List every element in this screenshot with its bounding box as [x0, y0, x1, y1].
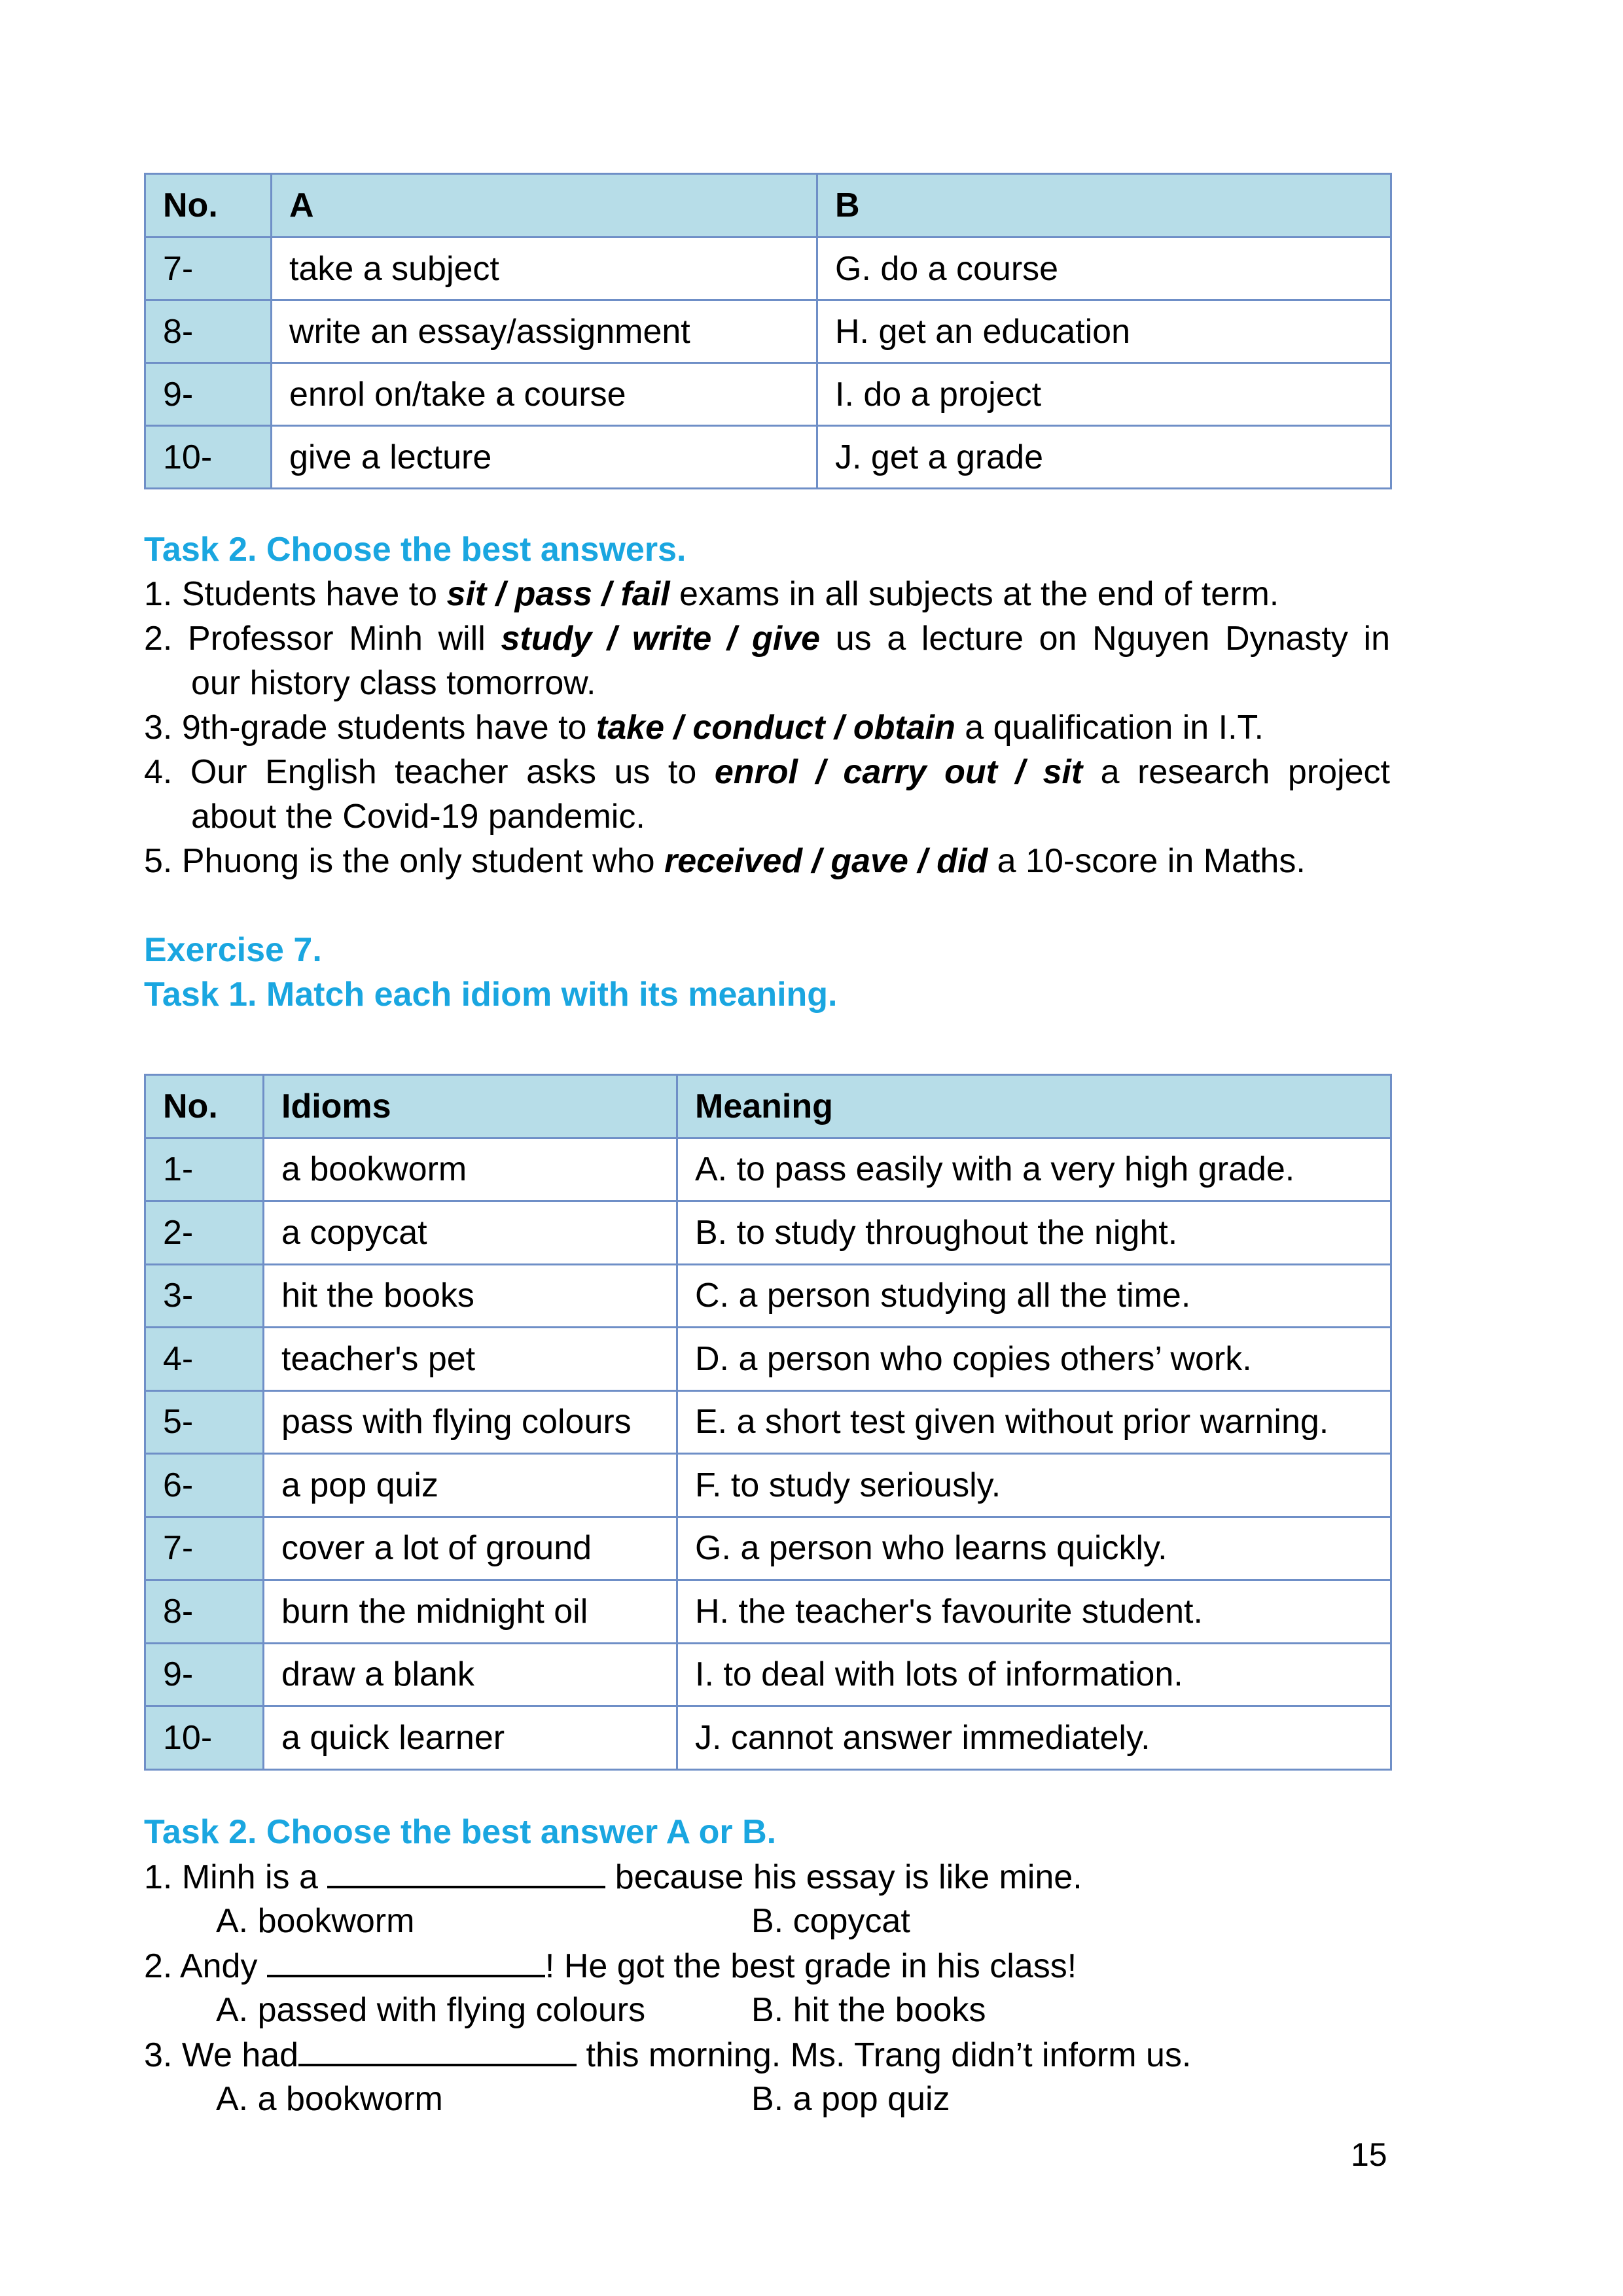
column-b-cell: G. do a course — [817, 238, 1391, 300]
answer-choices[interactable]: enrol / carry out / sit — [714, 753, 1083, 791]
meaning-cell: D. a person who copies others’ work. — [677, 1328, 1391, 1391]
row-number: 4- — [145, 1328, 264, 1391]
row-number: 7- — [145, 238, 272, 300]
question-text: a 10-score in Maths. — [988, 842, 1306, 880]
table-row — [145, 1328, 1391, 1391]
answer-blank[interactable] — [298, 2035, 577, 2066]
meaning-cell: H. the teacher's favourite student. — [677, 1580, 1391, 1644]
idiom-cell: cover a lot of ground — [264, 1517, 677, 1580]
question-4 — [144, 752, 1390, 792]
meaning-cell: F. to study seriously. — [677, 1454, 1391, 1517]
question-text: ! He got the best grade in his class! — [544, 1947, 1077, 1985]
column-a-cell: write an essay/assignment — [272, 300, 817, 363]
row-number: 10- — [145, 426, 272, 489]
header-a: A — [272, 174, 817, 238]
question-text: 3. 9th-grade students have to — [144, 709, 596, 747]
table-row — [145, 1706, 1391, 1770]
question-text: exams in all subjects at the end of term. — [669, 575, 1279, 613]
question-1 — [144, 1857, 1390, 1897]
meaning-cell: C. a person studying all the time. — [677, 1264, 1391, 1328]
table-row — [145, 1643, 1391, 1706]
header-b: B — [817, 174, 1391, 238]
idiom-cell: draw a blank — [264, 1643, 677, 1706]
row-number: 9- — [145, 1643, 264, 1706]
question-text: 3. We had — [144, 2036, 299, 2074]
table-row — [145, 1454, 1391, 1517]
row-number: 10- — [145, 1706, 264, 1770]
row-number: 8- — [145, 300, 272, 363]
question-text: because his essay is like mine. — [605, 1858, 1082, 1896]
header-no: No. — [145, 174, 272, 238]
idiom-cell: hit the books — [264, 1264, 677, 1328]
table-row — [145, 1138, 1391, 1201]
task2-ab-heading: Task 2. Choose the best answer A or B. — [144, 1813, 777, 1851]
meaning-cell: G. a person who learns quickly. — [677, 1517, 1391, 1580]
question-2 — [144, 1946, 1390, 1986]
header-meaning: Meaning — [677, 1075, 1391, 1139]
table-row — [145, 1201, 1391, 1265]
row-number: 2- — [145, 1201, 264, 1265]
table-row — [145, 426, 1391, 489]
idiom-cell: burn the midnight oil — [264, 1580, 677, 1644]
option-a[interactable]: A. a bookworm — [216, 2080, 443, 2118]
table-row — [145, 300, 1391, 363]
row-number: 8- — [145, 1580, 264, 1644]
question-2-continuation: our history class tomorrow. — [191, 664, 596, 702]
answer-choices[interactable]: received / gave / did — [664, 842, 988, 880]
question-text: 1. Students have to — [144, 575, 447, 613]
row-number: 1- — [145, 1138, 264, 1201]
row-number: 9- — [145, 363, 272, 426]
question-2 — [144, 619, 1390, 658]
question-text: us a lecture on Nguyen Dynasty in — [820, 620, 1390, 658]
table-header-row — [145, 1075, 1391, 1139]
question-text: this morning. Ms. Trang didn’t inform us. — [577, 2036, 1192, 2074]
table-header-row — [145, 174, 1391, 238]
column-a-cell: take a subject — [272, 238, 817, 300]
task2-heading: Task 2. Choose the best answers. — [144, 531, 687, 569]
answer-choices[interactable]: sit / pass / fail — [446, 575, 670, 613]
option-a[interactable]: A. passed with flying colours — [216, 1991, 646, 2029]
column-b-cell: H. get an education — [817, 300, 1391, 363]
header-no: No. — [145, 1075, 264, 1139]
idiom-cell: a copycat — [264, 1201, 677, 1265]
option-a[interactable]: A. bookworm — [216, 1902, 415, 1940]
answer-blank[interactable] — [267, 1946, 545, 1977]
question-3 — [144, 708, 1390, 747]
question-5 — [144, 841, 1390, 881]
meaning-cell: I. to deal with lots of information. — [677, 1643, 1391, 1706]
meaning-cell: B. to study throughout the night. — [677, 1201, 1391, 1265]
idiom-match-table — [144, 1074, 1392, 1771]
column-b-cell: J. get a grade — [817, 426, 1391, 489]
column-a-cell: enrol on/take a course — [272, 363, 817, 426]
meaning-cell: A. to pass easily with a very high grade. — [677, 1138, 1391, 1201]
question-text: 2. Andy — [144, 1947, 267, 1985]
column-a-cell: give a lecture — [272, 426, 817, 489]
vocabulary-match-table — [144, 173, 1392, 489]
question-3 — [144, 2035, 1390, 2075]
row-number: 3- — [145, 1264, 264, 1328]
table-row — [145, 1390, 1391, 1454]
question-text: 1. Minh is a — [144, 1858, 328, 1896]
question-text: a qualification in I.T. — [955, 709, 1264, 747]
option-b[interactable]: B. hit the books — [751, 1991, 986, 2029]
task1-heading: Task 1. Match each idiom with its meaning. — [144, 976, 838, 1014]
idiom-cell: a pop quiz — [264, 1454, 677, 1517]
idiom-cell: a bookworm — [264, 1138, 677, 1201]
question-text: 2. Professor Minh will — [144, 620, 501, 658]
exercise-7-heading: Exercise 7. — [144, 931, 322, 969]
table-row — [145, 238, 1391, 300]
idiom-cell: pass with flying colours — [264, 1390, 677, 1454]
question-text: a research project — [1082, 753, 1390, 791]
option-b[interactable]: B. copycat — [751, 1902, 910, 1940]
meaning-cell: E. a short test given without prior warning. — [677, 1390, 1391, 1454]
column-b-cell: I. do a project — [817, 363, 1391, 426]
question-4-continuation: about the Covid-19 pandemic. — [191, 798, 645, 836]
idiom-cell: a quick learner — [264, 1706, 677, 1770]
idiom-cell: teacher's pet — [264, 1328, 677, 1391]
option-b[interactable]: B. a pop quiz — [751, 2080, 950, 2118]
table-row — [145, 1580, 1391, 1644]
meaning-cell: J. cannot answer immediately. — [677, 1706, 1391, 1770]
question-1 — [144, 574, 1390, 614]
header-idioms: Idioms — [264, 1075, 677, 1139]
page-number: 15 — [1351, 2136, 1387, 2173]
answer-choices[interactable]: study / write / give — [501, 620, 821, 658]
table-row — [145, 1264, 1391, 1328]
row-number: 6- — [145, 1454, 264, 1517]
answer-blank[interactable] — [327, 1857, 605, 1888]
row-number: 5- — [145, 1390, 264, 1454]
table-row — [145, 1517, 1391, 1580]
table-row — [145, 363, 1391, 426]
question-text: 4. Our English teacher asks us to — [144, 753, 715, 791]
row-number: 7- — [145, 1517, 264, 1580]
question-text: 5. Phuong is the only student who — [144, 842, 664, 880]
answer-choices[interactable]: take / conduct / obtain — [596, 709, 955, 747]
